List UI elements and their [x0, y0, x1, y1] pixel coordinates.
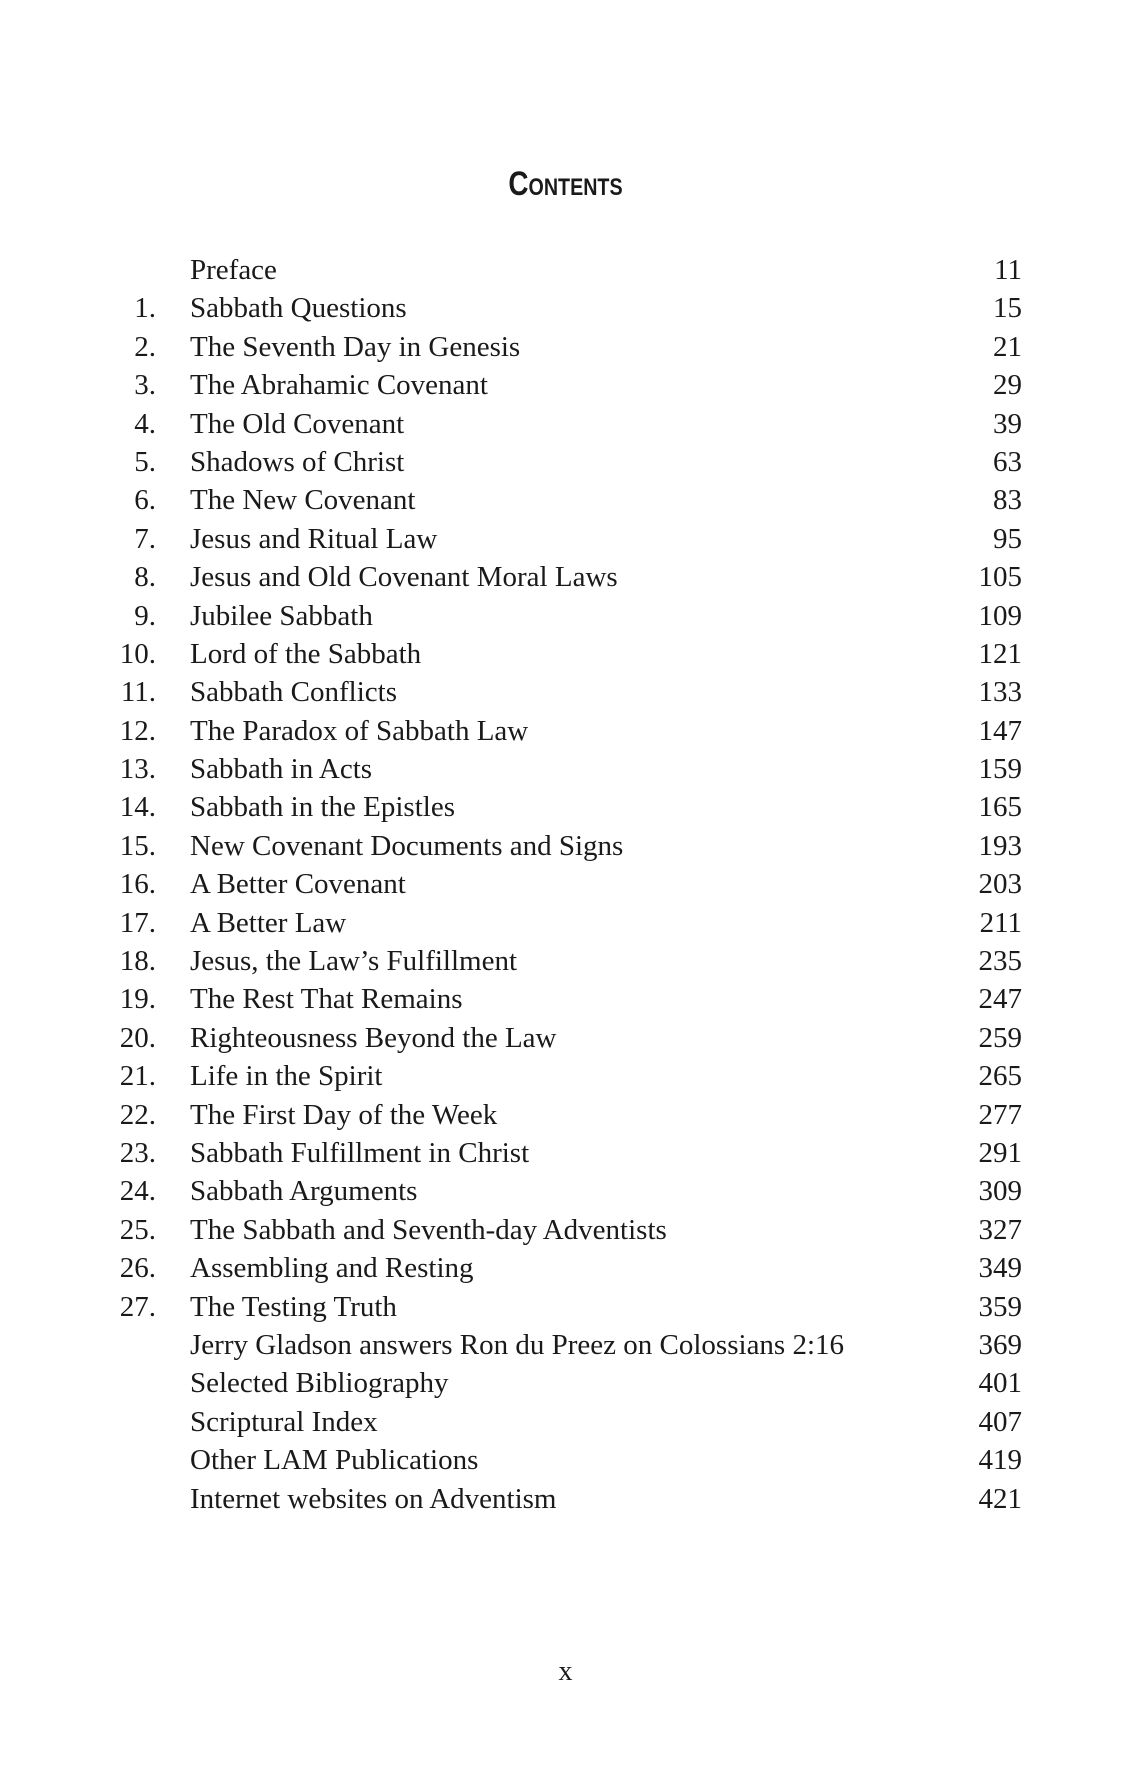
toc-entry-title: The Sabbath and Seventh-day Adventists [190, 1213, 667, 1246]
toc-entry-number: 14. [119, 791, 156, 824]
toc-entry-page: 193 [978, 829, 1022, 862]
toc-entry [0, 750, 1131, 788]
toc-entry-title: Jubilee Sabbath [190, 599, 373, 632]
toc-entry-page: 63 [993, 445, 1022, 478]
toc-entry [0, 1403, 1131, 1441]
toc-entry-page: 235 [978, 945, 1022, 978]
toc-entry-title: Life in the Spirit [190, 1060, 383, 1093]
toc-entry [0, 597, 1131, 635]
toc-entry-page: 421 [978, 1482, 1022, 1515]
toc-entry-title: Scriptural Index [190, 1405, 378, 1438]
toc-entry-title: Sabbath in the Epistles [190, 791, 455, 824]
toc-entry-page: 203 [978, 868, 1022, 901]
toc-entry-page: 309 [978, 1175, 1022, 1208]
toc-entry-title: Preface [190, 254, 277, 286]
toc-entry [0, 1057, 1131, 1095]
toc-entry-page: 147 [978, 714, 1022, 747]
toc-entry-page: 277 [978, 1098, 1022, 1131]
toc-entry-number: 26. [119, 1252, 156, 1285]
toc-entry-page: 95 [993, 522, 1022, 555]
toc-entry-title: Sabbath Arguments [190, 1175, 418, 1208]
toc-entry-title: Sabbath Questions [190, 292, 407, 325]
toc-entry [0, 1249, 1131, 1287]
toc-entry [0, 788, 1131, 826]
toc-entry-number: 20. [119, 1021, 156, 1054]
toc-entry-title: Assembling and Resting [190, 1252, 474, 1285]
toc-entry [0, 443, 1131, 481]
toc-entry [0, 904, 1131, 942]
toc-entry [0, 520, 1131, 558]
toc-entry-page: 327 [978, 1213, 1022, 1246]
toc-entry-title: Shadows of Christ [190, 445, 405, 478]
toc-entry-title: Sabbath Conflicts [190, 676, 398, 709]
toc-entry [0, 1134, 1131, 1172]
page-number: x [558, 1656, 573, 1687]
toc-entry-title: Jesus and Old Covenant Moral Laws [190, 561, 618, 594]
toc-entry-title: The Seventh Day in Genesis [190, 330, 521, 363]
toc-entry-number: 3. [134, 369, 156, 402]
toc-entry-number: 6. [134, 484, 156, 517]
toc-entry-title: Other LAM Publications [190, 1444, 479, 1477]
toc-entry-title: Jerry Gladson answers Ron du Preez on Colossians 2:16 [190, 1328, 845, 1361]
toc-entry-number: 25. [119, 1213, 156, 1246]
toc-entry-page: 211 [979, 906, 1022, 939]
toc-entry [0, 251, 1131, 289]
toc-entry-page: 83 [993, 484, 1022, 517]
toc-entry-number: 9. [134, 599, 156, 632]
toc-entry [0, 1441, 1131, 1479]
toc-entry-number: 13. [119, 753, 156, 786]
toc-entry [0, 405, 1131, 443]
toc-entry-title: A Better Law [190, 906, 347, 939]
toc-entry-number: 17. [119, 906, 156, 939]
toc-entry-page: 369 [978, 1328, 1022, 1361]
toc-entry [0, 1096, 1131, 1134]
toc-entry-title: The Rest That Remains [190, 983, 463, 1016]
toc-entry-page: 133 [978, 676, 1022, 709]
toc-entry-number: 4. [134, 407, 156, 440]
toc-entry-title: The Abrahamic Covenant [190, 369, 488, 402]
toc-entry-title: New Covenant Documents and Signs [190, 829, 624, 862]
table-of-contents [0, 251, 1131, 1518]
toc-entry-number: 27. [119, 1290, 156, 1323]
toc-entry-title: The Testing Truth [190, 1290, 397, 1323]
toc-entry-title: Selected Bibliography [190, 1367, 449, 1400]
toc-entry-title: Sabbath Fulfillment in Christ [190, 1136, 530, 1169]
toc-entry-page: 419 [978, 1444, 1022, 1477]
toc-entry-page: 21 [993, 330, 1022, 363]
toc-entry [0, 865, 1131, 903]
toc-entry-number: 23. [119, 1136, 156, 1169]
toc-entry-number: 19. [119, 983, 156, 1016]
page-title: Contents [508, 165, 623, 203]
toc-entry-title: The First Day of the Week [190, 1098, 498, 1131]
toc-entry-page: 29 [993, 369, 1022, 402]
toc-entry [0, 673, 1131, 711]
toc-entry-title: Jesus, the Law’s Fulfillment [190, 945, 518, 978]
toc-entry-number: 7. [134, 522, 156, 555]
toc-entry-number: 1. [134, 292, 156, 325]
toc-entry-number: 12. [119, 714, 156, 747]
toc-entry-number: 24. [119, 1175, 156, 1208]
toc-entry [0, 635, 1131, 673]
toc-entry-number: 15. [119, 829, 156, 862]
toc-entry [0, 1211, 1131, 1249]
toc-entry-page: 109 [978, 599, 1022, 632]
toc-entry-page: 165 [978, 791, 1022, 824]
toc-entry-number: 11. [120, 676, 156, 709]
toc-entry [0, 1288, 1131, 1326]
toc-entry-page: 407 [978, 1405, 1022, 1438]
toc-entry-number: 21. [119, 1060, 156, 1093]
toc-entry-page: 15 [993, 292, 1022, 325]
toc-entry [0, 1326, 1131, 1364]
toc-entry-number: 5. [134, 445, 156, 478]
toc-entry-number: 8. [134, 561, 156, 594]
toc-entry-number: 2. [134, 330, 156, 363]
toc-entry [0, 1364, 1131, 1402]
toc-entry-title: Jesus and Ritual Law [190, 522, 438, 555]
toc-entry [0, 481, 1131, 519]
toc-entry-page: 359 [978, 1290, 1022, 1323]
toc-entry-title: Righteousness Beyond the Law [190, 1021, 557, 1054]
toc-entry [0, 328, 1131, 366]
toc-entry [0, 289, 1131, 327]
toc-entry-page: 291 [978, 1136, 1022, 1169]
toc-entry-page: 11 [994, 254, 1022, 286]
toc-entry-page: 39 [993, 407, 1022, 440]
toc-entry-page: 349 [978, 1252, 1022, 1285]
toc-entry [0, 366, 1131, 404]
toc-entry-number: 16. [119, 868, 156, 901]
toc-entry-page: 121 [978, 637, 1022, 670]
toc-entry-page: 259 [978, 1021, 1022, 1054]
toc-entry-title: Lord of the Sabbath [190, 637, 422, 670]
toc-entry [0, 712, 1131, 750]
toc-entry-title: The Paradox of Sabbath Law [190, 714, 529, 747]
toc-entry-title: Sabbath in Acts [190, 753, 373, 786]
toc-entry [0, 980, 1131, 1018]
toc-entry [0, 942, 1131, 980]
toc-entry-page: 265 [978, 1060, 1022, 1093]
toc-entry [0, 827, 1131, 865]
toc-entry [0, 558, 1131, 596]
toc-entry-number: 22. [119, 1098, 156, 1131]
toc-entry-number: 10. [119, 637, 156, 670]
toc-entry-title: The New Covenant [190, 484, 416, 517]
toc-entry-page: 105 [978, 561, 1022, 594]
toc-entry-title: Internet websites on Adventism [190, 1482, 557, 1515]
toc-entry [0, 1019, 1131, 1057]
toc-entry-page: 401 [978, 1367, 1022, 1400]
toc-entry-number: 18. [119, 945, 156, 978]
toc-entry-title: A Better Covenant [190, 868, 406, 901]
toc-entry-page: 247 [978, 983, 1022, 1016]
toc-entry [0, 1480, 1131, 1518]
toc-entry [0, 1172, 1131, 1210]
toc-entry-page: 159 [978, 753, 1022, 786]
toc-entry-title: The Old Covenant [190, 407, 405, 440]
